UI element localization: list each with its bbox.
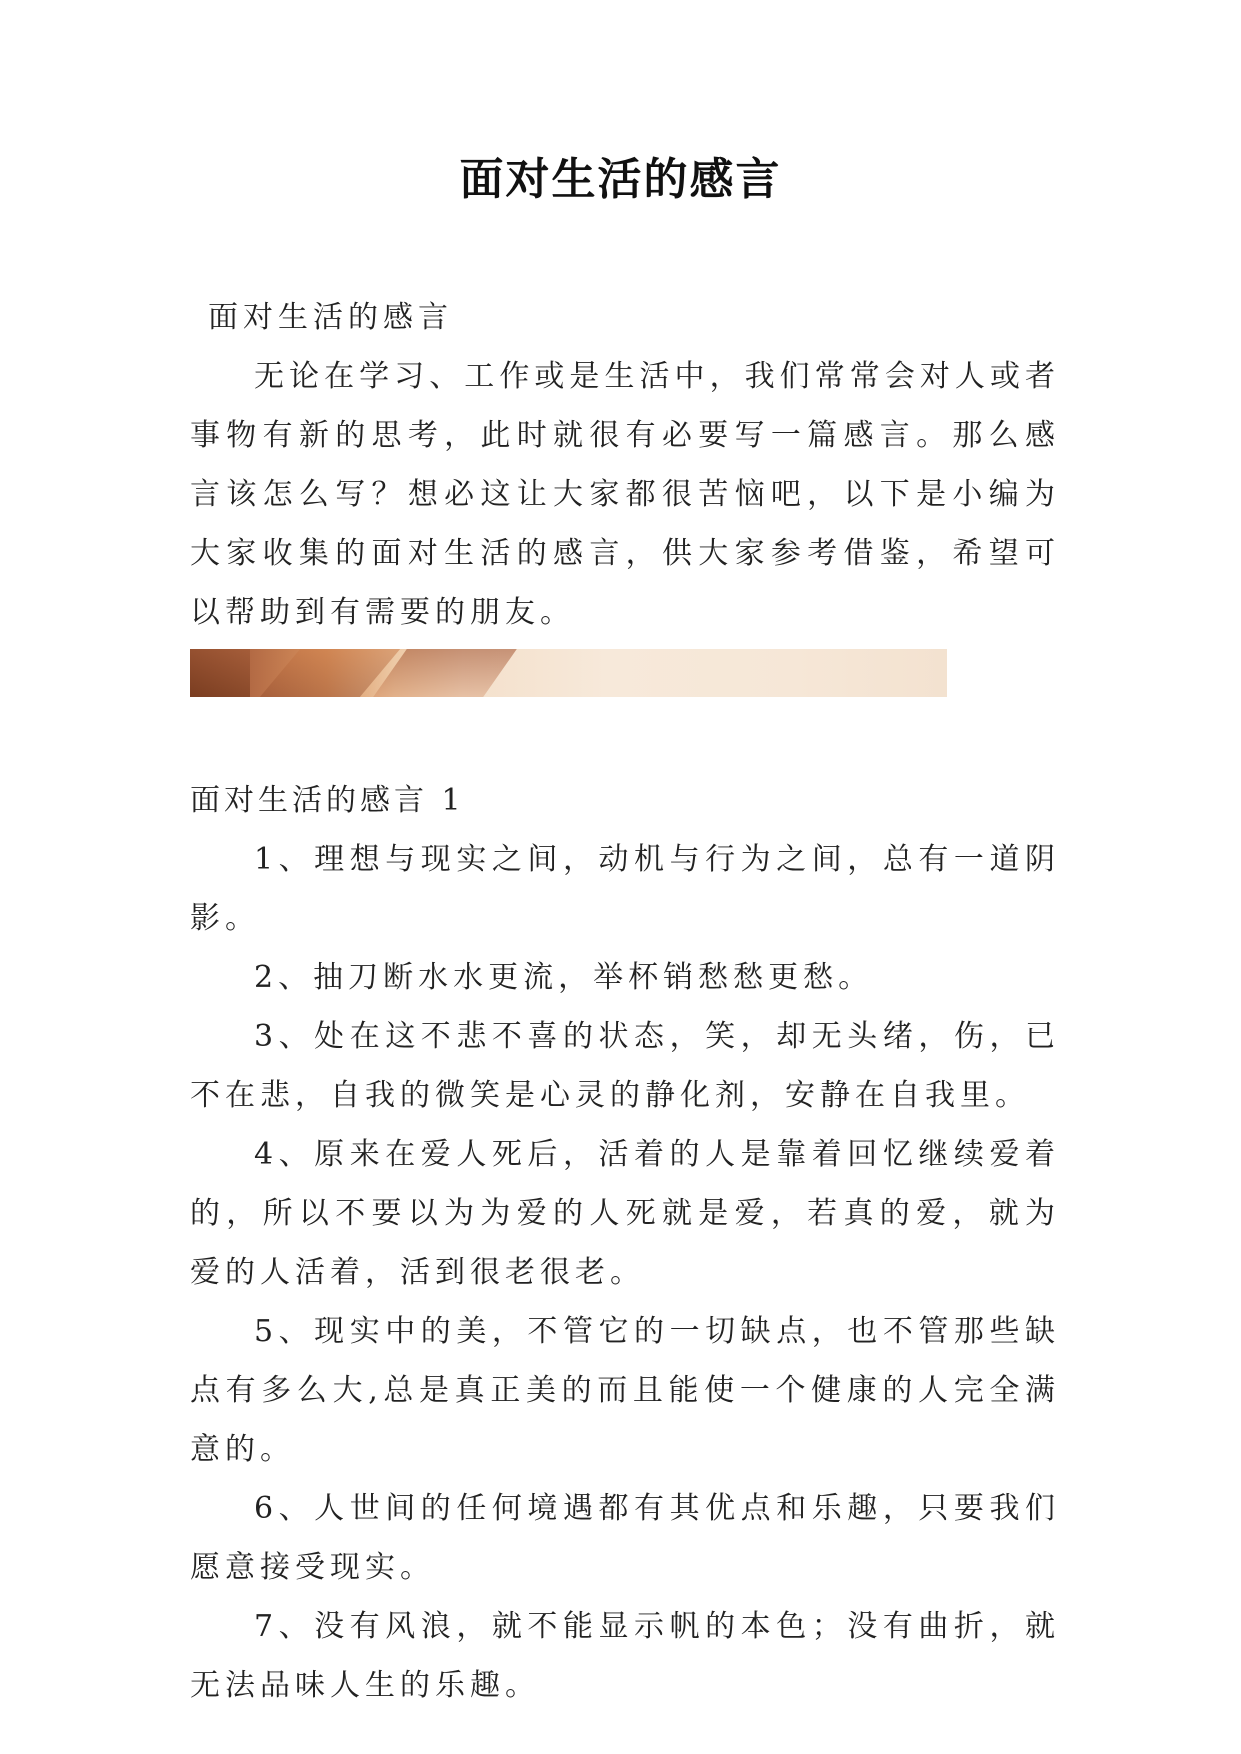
subheading: 面对生活的感言 xyxy=(208,300,453,335)
document-body xyxy=(190,288,1060,1715)
wood-grain-stripe xyxy=(373,649,517,697)
list-item: 6、人世间的任何境遇都有其优点和乐趣，只要我们愿意接受现实。 xyxy=(190,1491,1060,1585)
list-item: 1、理想与现实之间，动机与行为之间，总有一道阴影。 xyxy=(190,842,1060,936)
wood-grain-stripe xyxy=(190,649,250,697)
section-heading: 面对生活的感言 1 xyxy=(190,783,465,818)
page-title: 面对生活的感言 xyxy=(459,154,782,205)
intro-paragraph: 无论在学习、工作或是生活中，我们常常会对人或者事物有新的思考，此时就很有必要写一篇感言。那么感言该怎么写？想必这让大家都很苦恼吧，以下是小编为大家收集的面对生活的感言，供大家参考借鉴，希望可以帮助到有需要的朋友。 xyxy=(190,359,1060,630)
banner-image xyxy=(190,649,947,697)
list-item: 7、没有风浪，就不能显示帆的本色；没有曲折，就无法品味人生的乐趣。 xyxy=(190,1609,1060,1703)
list-item: 4、原来在爱人死后，活着的人是靠着回忆继续爱着的，所以不要以为为爱的人死就是爱，若真的爱，就为爱的人活着，活到很老很老。 xyxy=(190,1137,1060,1290)
list-item: 3、处在这不悲不喜的状态，笑，却无头绪，伤，已不在悲，自我的微笑是心灵的静化剂，安静在自我里。 xyxy=(190,1019,1060,1113)
list-item: 2、抽刀断水水更流，举杯销愁愁更愁。 xyxy=(254,960,874,995)
list-item: 5、现实中的美，不管它的一切缺点，也不管那些缺点有多么大,总是真正美的而且能使一个健康的人完全满意的。 xyxy=(190,1314,1060,1467)
